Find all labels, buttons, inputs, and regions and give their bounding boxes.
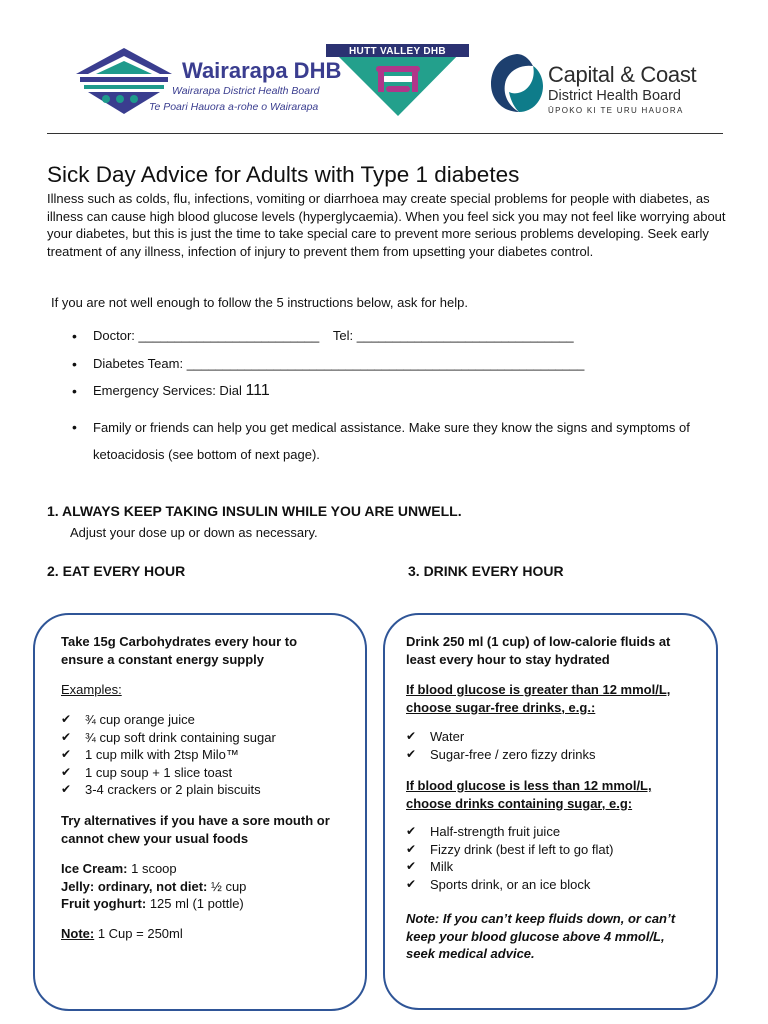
drink-note: Note: If you can’t keep fluids down, or can’t keep your blood glucose above 4 mmol/L, seek medical advice. [406,911,676,962]
drink-item: ✔ Sports drink, or an ice block [406,876,591,892]
hutt-valley-name: HUTT VALLEY DHB [349,46,446,57]
step1-subtext: Adjust your dose up or down as necessary. [70,525,318,540]
wairarapa-subtitle: Wairarapa District Health Board [172,85,320,97]
contact-list [72,328,712,468]
checkmark-icon: ✔ [406,859,417,874]
capital-coast-maori-name: ŪPOKO KI TE URU HAUORA [548,106,684,115]
high-glucose-list [406,728,696,763]
checkmark-icon: ✔ [406,876,417,891]
family-text: Family or friends can help you get medical assistance. Make sure they know the signs and symptoms of ketoacidosis (see bottom of next page). [93,420,690,462]
examples-list [61,711,351,799]
page-title: Sick Day Advice for Adults with Type 1 diabetes [47,162,520,187]
alt-yoghurt: Fruit yoghurt: 125 ml (1 pottle) [61,896,244,912]
eat-lead: Take 15g Carbohydrates every hour to ensure a constant energy supply [61,634,298,667]
help-line: If you are not well enough to follow the 5 instructions below, ask for help. [51,295,468,310]
checkmark-icon: ✔ [406,841,417,856]
wairarapa-maori-name: Te Poari Hauora a-rohe o Wairarapa [149,101,319,113]
example-item: ✔ 1 cup milk with 2tsp Milo™ [61,747,239,763]
checkmark-icon: ✔ [61,729,72,744]
alt-jelly: Jelly: ordinary, not diet: ½ cup [61,878,247,894]
checkmark-icon: ✔ [61,712,72,726]
doctor-item [72,328,712,356]
checkmark-icon: ✔ [61,782,72,797]
capital-coast-wave-icon [489,52,545,114]
diabetes-team-field: Diabetes Team: _______________________________________________________ [93,356,585,371]
example-item: ✔ ¾ cup soft drink containing sugar [61,729,276,745]
drink-item: ✔ Milk [406,859,454,875]
emergency-label: Emergency Services: Dial [93,383,246,398]
checkmark-icon: ✔ [406,824,417,838]
wairarapa-name: Wairarapa DHB [182,58,342,83]
drink-item: ✔ Sugar-free / zero fizzy drinks [406,746,596,762]
cup-note: Note: 1 Cup = 250ml [61,926,183,941]
checkmark-icon: ✔ [61,764,72,779]
example-item: ✔ ¾ cup orange juice [61,712,195,727]
step1-heading: 1. ALWAYS KEEP TAKING INSULIN WHILE YOU ARE UNWELL. [47,503,462,519]
alternatives-heading: Try alternatives if you have a sore mouth or cannot chew your usual foods [61,813,330,846]
step3-heading: 3. DRINK EVERY HOUR [408,563,564,579]
low-glucose-heading: If blood glucose is less than 12 mmol/L, choose drinks containing sugar, e.g: [406,778,652,811]
example-item: ✔ 1 cup soup + 1 slice toast [61,764,233,780]
step2-heading: 2. EAT EVERY HOUR [47,563,186,579]
doctor-tel-field: Tel: ______________________________ [332,328,574,343]
example-item: ✔ 3-4 crackers or 2 plain biscuits [61,782,261,798]
intro-paragraph: Illness such as colds, flu, infections, vomiting or diarrhoea may create special problems for people with diabetes, as illness can cause high blood glucose levels (hyperglycaemia). When you feel sick you may not feel like worrying about your diabetes, but this is just the time to take special care to prevent more serious problems developing. Seek early treatment of any illness, infection of injury to prevent them from upsetting your diabetes control. [47,191,726,259]
drink-item: ✔ Half-strength fruit juice [406,824,561,839]
emergency-number: 111 [245,382,270,399]
header-divider [47,133,723,134]
drink-item: ✔ Fizzy drink (best if left to go flat) [406,841,614,857]
high-glucose-heading: If blood glucose is greater than 12 mmol/L, choose sugar-free drinks, e.g.: [406,682,671,715]
drink-item: ✔ Water [406,729,465,744]
family-item [72,414,712,468]
checkmark-icon: ✔ [61,747,72,762]
capital-coast-subtitle: District Health Board [548,88,681,104]
low-glucose-list [406,823,696,893]
capital-coast-name: Capital & Coast [548,62,697,87]
doctor-field: Doctor: _________________________ [93,328,320,343]
checkmark-icon: ✔ [406,746,417,761]
drink-lead: Drink 250 ml (1 cup) of low-calorie fluids at least every hour to stay hydrated [406,634,671,667]
emergency-item [72,381,712,412]
checkmark-icon: ✔ [406,729,417,743]
examples-label: Examples: [61,682,122,697]
alt-ice-cream: Ice Cream: 1 scoop [61,861,177,876]
alternatives-list [61,860,351,913]
